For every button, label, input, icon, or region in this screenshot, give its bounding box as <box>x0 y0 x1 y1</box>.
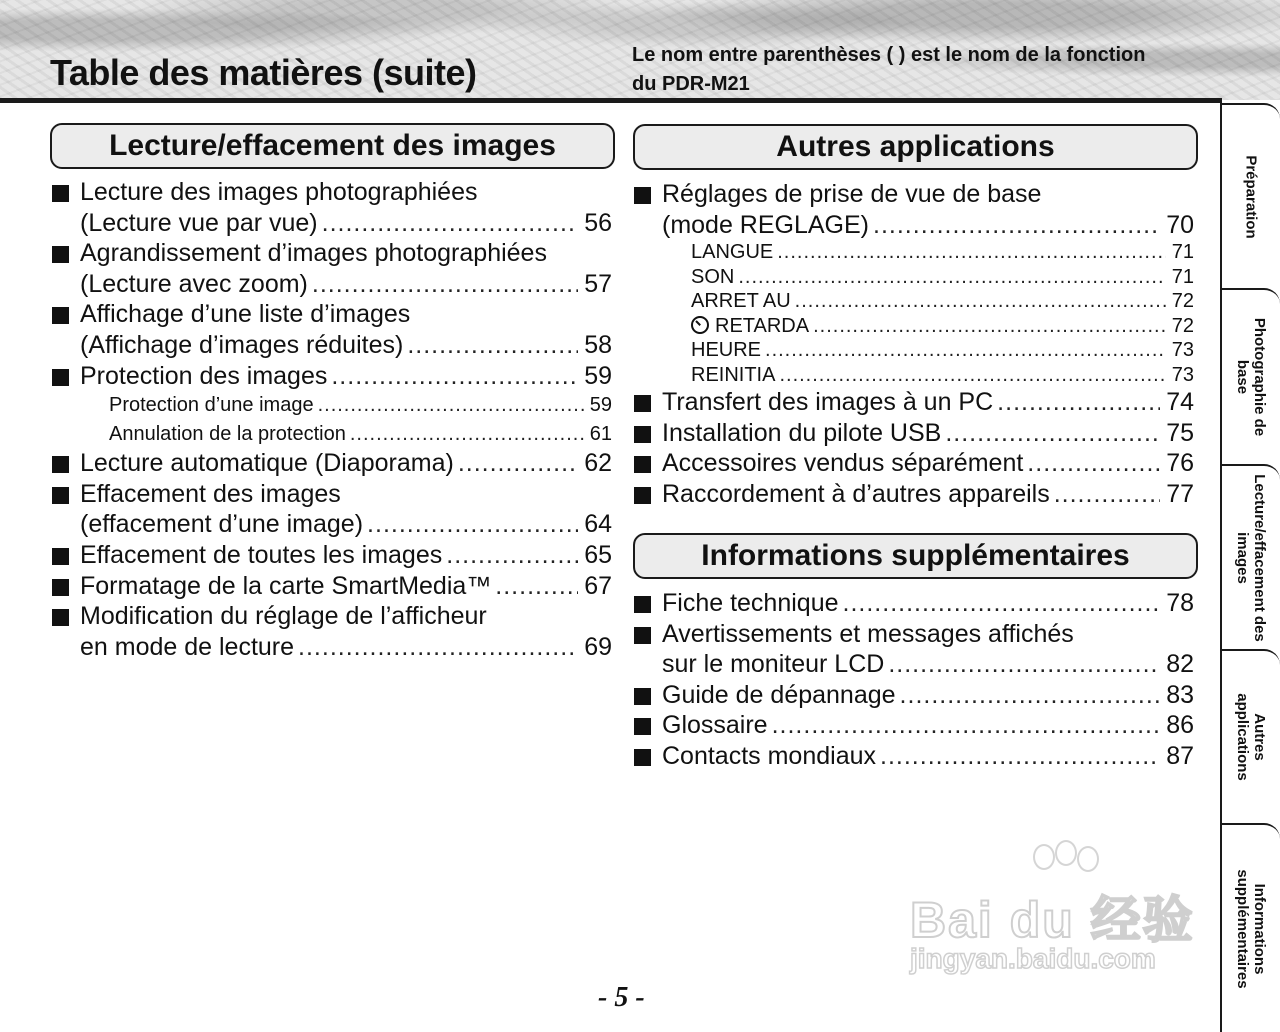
page-number: 78 <box>1166 589 1194 617</box>
toc-entry[interactable]: Effacement de toutes les images ..... 65 <box>52 540 612 571</box>
page-number: 56 <box>584 208 612 237</box>
bullet-square-icon <box>52 609 69 626</box>
bullet-square-icon <box>634 426 651 443</box>
page-number: 72 <box>1171 314 1194 337</box>
bullet-square-icon <box>634 627 651 644</box>
page-number: 62 <box>584 449 612 478</box>
toc-entry[interactable]: Formatage de la carte SmartMedia™ ..... 67 <box>52 571 612 602</box>
bullet-square-icon <box>634 596 651 613</box>
page-number: 71 <box>1171 241 1194 264</box>
side-tab-preparation[interactable]: Préparation <box>1222 103 1280 288</box>
toc-entry[interactable]: Guide de dépannage ..... 83 <box>634 680 1194 711</box>
toc-subentry[interactable]: SON ..... 71 <box>634 265 1194 290</box>
page-number: 71 <box>1171 265 1194 288</box>
page-number: 77 <box>1166 479 1194 508</box>
toc-entry[interactable]: Protection des images ..... 59 <box>52 361 612 392</box>
toc-entry[interactable]: (Lecture vue par vue) ..... 56 <box>52 208 612 239</box>
toc-entry[interactable]: Avertissements et messages affichés <box>634 619 1194 650</box>
toc-entry[interactable]: Modification du réglage de l’afficheur <box>52 601 612 632</box>
bullet-square-icon <box>634 688 651 705</box>
page-number: 73 <box>1171 363 1194 386</box>
bullet-square-icon <box>634 749 651 766</box>
header-note: Le nom entre parenthèses ( ) est le nom de la fonction du PDR-M21 <box>632 44 1146 95</box>
toc-entry[interactable]: Effacement des images <box>52 479 612 510</box>
toc-entry[interactable]: Installation du pilote USB ..... 75 <box>634 418 1194 449</box>
baidu-watermark: Bai du 经验 jingyan.baidu.com <box>905 840 1205 990</box>
section-heading-playback: Lecture/effacement des images <box>50 123 615 169</box>
page-number: 65 <box>584 540 612 569</box>
page-number: 76 <box>1166 449 1194 478</box>
section-heading-additional-info: Informations supplémentaires <box>633 533 1198 579</box>
page-number: 75 <box>1166 418 1194 447</box>
page-number: 72 <box>1171 290 1194 313</box>
toc-entry[interactable]: Agrandissement d’images photographiées <box>52 238 612 269</box>
bullet-square-icon <box>52 579 69 596</box>
toc-subentry[interactable]: HEURE ..... 73 <box>634 338 1194 363</box>
page-number: 61 <box>589 422 612 445</box>
page-title: Table des matières (suite) <box>50 52 477 93</box>
bullet-square-icon <box>634 718 651 735</box>
toc-subentry[interactable]: Protection d’une image ..... 59 <box>52 391 612 420</box>
bullet-square-icon <box>634 487 651 504</box>
side-tab-playback-erase[interactable]: Lecture/effacement des images <box>1222 464 1280 649</box>
page-number: 87 <box>1166 741 1194 770</box>
toc-entry[interactable]: (mode REGLAGE) ..... 70 <box>634 210 1194 241</box>
page-number: 86 <box>1166 711 1194 740</box>
toc-subentry[interactable]: Annulation de la protection ..... 61 <box>52 420 612 449</box>
toc-entry[interactable]: en mode de lecture ..... 69 <box>52 632 612 663</box>
page-number: 59 <box>589 394 612 417</box>
page-number: 58 <box>584 330 612 359</box>
toc-entry[interactable]: Accessoires vendus séparément ..... 76 <box>634 448 1194 479</box>
section-heading-other-applications: Autres applications <box>633 124 1198 170</box>
side-tab-other-applications[interactable]: Autres applications <box>1222 649 1280 823</box>
toc-list-other-applications <box>634 179 1194 510</box>
page-number-footer: - 5 - <box>598 982 645 1013</box>
bullet-square-icon <box>52 456 69 473</box>
toc-entry[interactable]: Transfert des images à un PC ..... 74 <box>634 387 1194 418</box>
toc-entry[interactable]: Réglages de prise de vue de base <box>634 179 1194 210</box>
bullet-square-icon <box>634 456 651 473</box>
toc-entry[interactable]: Affichage d’une liste d’images <box>52 299 612 330</box>
page-number: 57 <box>584 269 612 298</box>
side-tab-bar <box>1220 103 1280 1032</box>
page-number: 83 <box>1166 680 1194 709</box>
bullet-square-icon <box>52 369 69 386</box>
toc-entry[interactable]: Fiche technique ..... 78 <box>634 588 1194 619</box>
page-number: 67 <box>584 571 612 600</box>
toc-entry[interactable]: Glossaire ..... 86 <box>634 710 1194 741</box>
toc-entry[interactable]: (effacement d’une image) ..... 64 <box>52 509 612 540</box>
bullet-square-icon <box>52 487 69 504</box>
toc-subentry[interactable]: RETARDA ..... 72 <box>634 314 1194 339</box>
toc-entry[interactable]: Contacts mondiaux ..... 87 <box>634 741 1194 772</box>
paw-icon <box>1033 844 1055 870</box>
page-number: 74 <box>1166 388 1194 417</box>
toc-entry[interactable]: (Lecture avec zoom) ..... 57 <box>52 269 612 300</box>
bullet-square-icon <box>52 185 69 202</box>
page-number: 59 <box>584 361 612 390</box>
toc-subentry[interactable]: ARRET AU ..... 72 <box>634 289 1194 314</box>
toc-subentry[interactable]: REINITIA ..... 73 <box>634 363 1194 388</box>
toc-entry[interactable]: Lecture automatique (Diaporama) ..... 62 <box>52 448 612 479</box>
page-number: 64 <box>584 510 612 539</box>
page-number: 73 <box>1171 339 1194 362</box>
side-tab-basic-photography[interactable]: Photographie de base <box>1222 288 1280 464</box>
side-tab-additional-info[interactable]: Informations supplémentaires <box>1222 823 1280 1032</box>
toc-list-additional-info <box>634 588 1194 772</box>
toc-entry[interactable]: Raccordement à d’autres appareils ..... 77 <box>634 479 1194 510</box>
toc-list-playback <box>52 177 612 662</box>
toc-entry[interactable]: Lecture des images photographiées <box>52 177 612 208</box>
bullet-square-icon <box>52 307 69 324</box>
bullet-square-icon <box>52 246 69 263</box>
toc-entry[interactable]: sur le moniteur LCD ..... 82 <box>634 649 1194 680</box>
page-number: 82 <box>1166 650 1194 679</box>
toc-subentry[interactable]: LANGUE ..... 71 <box>634 240 1194 265</box>
toc-entry[interactable]: (Affichage d’images réduites) ..... 58 <box>52 330 612 361</box>
page-number: 69 <box>584 632 612 661</box>
page-number: 70 <box>1166 210 1194 239</box>
bullet-square-icon <box>634 395 651 412</box>
self-timer-icon <box>691 316 709 334</box>
bullet-square-icon <box>52 548 69 565</box>
bullet-square-icon <box>634 187 651 204</box>
